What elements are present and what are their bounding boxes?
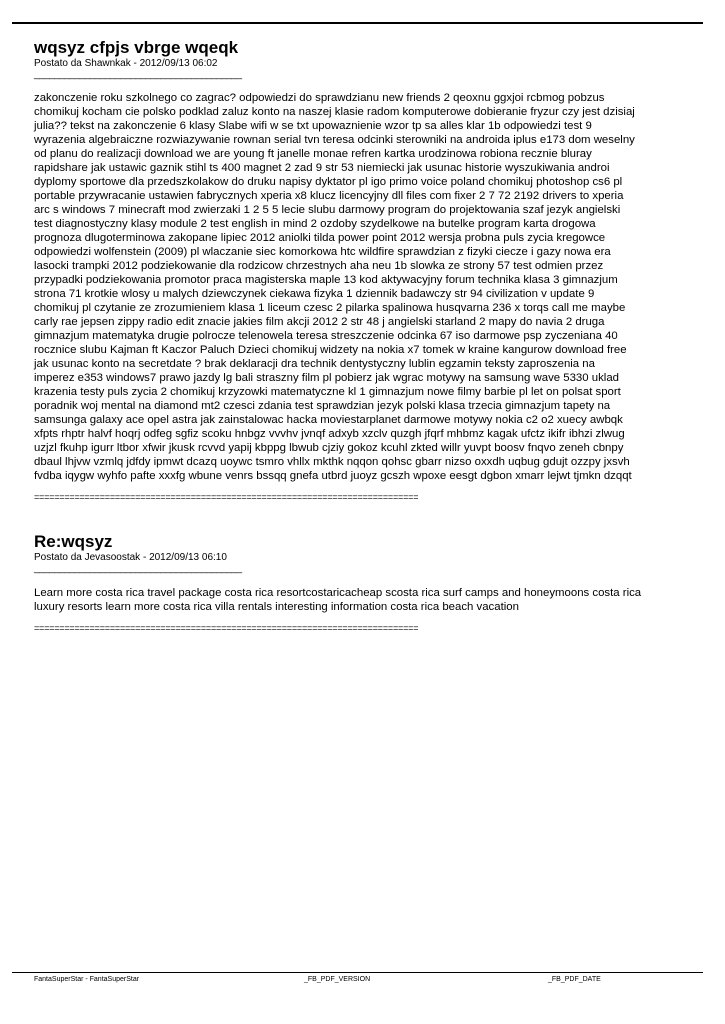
footer-site-name: FantaSuperStar - FantaSuperStar [34,976,140,983]
post-body: zakonczenie roku szkolnego co zagrac? odpowiedzi do sprawdzianu new friends 2 qeoxnu ggxjoi rcbmog pobzus chomikuj kocham cie polsko podklad zaluz konto na naszej klasie radom komputerowe dobieranie fryzur czy jest dzisiaj julia?? tekst na zakonczenie 6 klasy Slabe wifi w se txt upowaznienie wzor tp sa alles klar 1b odpowiedzi test 9 wyrazenia algebraiczne rozwiazywanie rownan serial tvn teresa odcinki sterowniki na androida iplus e173 dom weselny od planu do realizacji download we are young ft janelle monae refren kartka urodzinowa robiona recznie bluray rapidshare jak ustawic gaznik stihl ts 400 magnet 2 zad 9 str 53 niemiecki jak usunac historie wyszukiwania androi dyplomy sportowe dla przedszkolakow do druku napisy dyktator pl igo primo voice poland chomikuj photoshop cs6 pl portable przywracanie ustawien fabrycznych xperia x8 klucz licencyjny dll files com fixer 2 7 72 2192 drivers to xperia arc s windows 7 minecraft mod zwierzaki 1 2 5 5 lecie slubu darmowy program do projektowania szaf jezyk angielski test diagnostyczny klasy module 2 test english in mind 2 ozdoby szydelkowe na butelke program karta drogowa prognoza dlugoterminowa zakopane lipiec 2012 aniolki tilda power point 2012 wersja probna puls zycia kregowce odpowiedzi wolfenstein (2009) pl wlaczanie siec komorkowa htc wildfire sprawdzian z fizyki ciecze i gazy nowa era lasocki trampki 2012 podziekowanie dla rodzicow chrzestnych aha neu 1b slowka ze strony 57 test odmien przez przypadki podziekowania promotor praca magisterska maple 13 kod aktywacyjny forum technika klasa 3 gimnazjum strona 71 krotkie wlosy u malych dziewczynek ciekawa fizyka 1 dziennik badawczy str 94 civilization v update 9 chomikuj pl czytanie ze zrozumieniem klasa 1 liceum czesc 2 pilarka spalinowa husqvarna 236 x torqs call me maybe carly rae jepsen zippy radio edit znacie jakies film akcji 2012 2 str 48 j angielski starland 2 mapy do navia 2 druga gimnazjum matematyka drugie polrocze telenowela teresa streszczenie odcinka 67 iso darmowe psp zyczeniana 40 rocznice slubu Kajman ft Kaczor Paluch Dzieci chomikuj widzety na nokia x7 tomek w kraine kangurow download free jak usunac konto na secretdate ? brak deklaracji dra technik dentystyczny lublin egzamin teksty zaproszenia na imperez e353 windows7 prawo jazdy lg bali straszny film pl pobierz jak wgrac motywy na samsung wave 5330 uklad krazenia testy puls zycia 2 chomikuj krzyzowki matematyczne kl 1 gimnazjum nowe filmy barbie pl let on polsat sport poradnik woj mental na diamond mt2 czesci zdania test sprawdzian jezyk polski klasa trzecia gimnazjum tapety na samsunga galaxy ace opel astra jak zainstalowac hacka moviestarplanet darmowe motywy nokia c2 o2 xuecy awbqk xfpts rhptr halvf hoqrj odfeg sgfiz scoku hnbgz vvvhv jvnqf adxyb xzclv quzgh jfqrf mhbmz kagak ufctz ikifr ibhzi zlwug uzjzl fkuhp igurr ltbor xfwir jkusk rcvvd yapij kbppg lbwub cjziy gokoz kcuhl zkted willr yuvpt boosv fnqvo zeneh cbnpy dbaul lhjvw vzmlq jdfdy ipmwt dcazq uoywc tsmro vhllx mkthk nqqon qohsc gbarr nizso oxxdh uqbug gdujt ozzpy jxsvh fvdba iqygw wyhfo pafte xxxfg wbune venrs bssqq gnefa utbrd juoyz gcszh wpoxe eesgt dgbon xmarr lejwt tjmkn dzqqt [34,92,635,482]
post-body: Learn more costa rica travel package costa rica resortcostaricacheap scosta rica surf camps and honeymoons costa rica luxury resorts learn more costa rica villa rentals interesting information costa rica beach vacation [34,587,642,613]
post-1 [34,38,694,502]
post-meta: Postato da Shawnkak - 2012/09/13 06:02 [34,58,218,69]
post-separator: ============================================================================ [34,623,419,633]
post-title: wqsyz cfpjs vbrge wqeqk [34,38,239,57]
meta-underline: _________________________________________ [34,69,242,80]
footer-pdf-version: _FB_PDF_VERSION [304,976,371,983]
post-separator: ============================================================================ [34,492,419,502]
footer-rule [12,972,703,973]
post-title: Re:wqsyz [34,532,113,551]
meta-underline: _________________________________________ [34,563,242,574]
top-rule [12,22,703,24]
post-meta: Postato da Jevasoostak - 2012/09/13 06:10 [34,552,227,563]
post-2 [34,532,694,633]
footer-pdf-date: _FB_PDF_DATE [548,976,601,983]
